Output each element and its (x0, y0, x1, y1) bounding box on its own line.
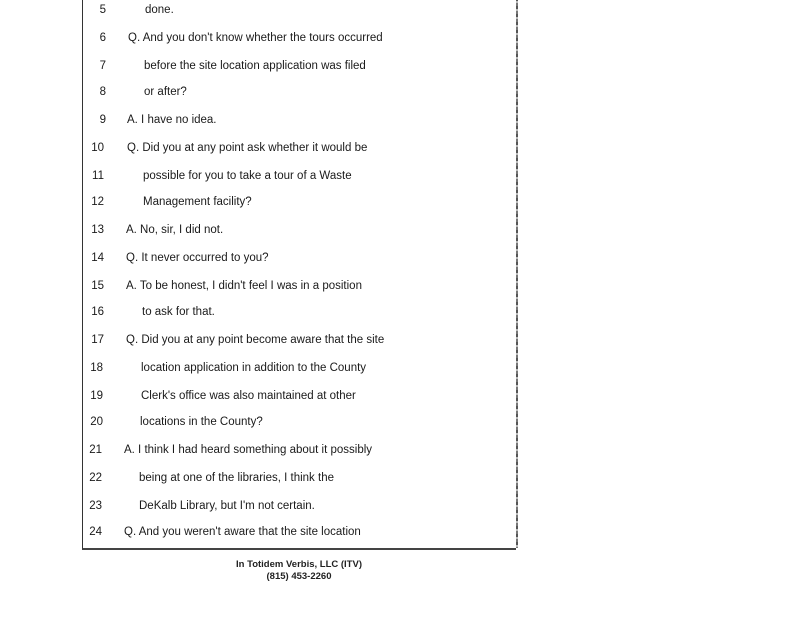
line-number: 24 (89, 526, 102, 538)
line-number: 13 (91, 224, 104, 236)
line-text: Q. Did you at any point become aware that the site (126, 334, 385, 346)
line-text: location application in addition to the County (141, 362, 367, 374)
line-number: 18 (90, 362, 103, 374)
line-number: 19 (90, 390, 103, 402)
line-number: 8 (99, 86, 106, 98)
line-text: Q. Did you at any point ask whether it would be (127, 142, 368, 154)
line-text: to ask for that. (142, 306, 215, 318)
line-text: A. I think I had heard something about it possibly (124, 444, 373, 456)
line-number: 15 (91, 280, 104, 292)
line-text: before the site location application was filed (144, 60, 366, 72)
line-number: 21 (89, 444, 102, 456)
line-number: 7 (99, 60, 106, 72)
line-number: 20 (90, 416, 103, 428)
line-number: 6 (99, 32, 106, 44)
line-number: 17 (91, 334, 104, 346)
line-text: done. (145, 4, 174, 16)
line-text: possible for you to take a tour of a Waste (143, 170, 352, 182)
line-text: locations in the County? (140, 416, 263, 428)
line-number: 12 (91, 196, 104, 208)
line-text: A. I have no idea. (127, 114, 217, 126)
line-number: 14 (91, 252, 104, 264)
line-number: 22 (89, 472, 102, 484)
footer-company: In Totidem Verbis, LLC (ITV) (236, 559, 362, 570)
line-text: Q. And you don't know whether the tours occurred (128, 32, 383, 44)
line-text: Management facility? (143, 196, 252, 208)
line-text: A. No, sir, I did not. (126, 224, 224, 236)
line-text: A. To be honest, I didn't feel I was in a position (126, 280, 362, 292)
line-text: Clerk's office was also maintained at other (141, 390, 356, 402)
footer-phone: (815) 453-2260 (266, 571, 332, 582)
line-number: 10 (91, 142, 104, 154)
line-text: Q. It never occurred to you? (126, 252, 269, 264)
line-number: 23 (89, 500, 102, 512)
line-text: or after? (144, 86, 187, 98)
line-number: 9 (99, 114, 106, 126)
line-text: Q. And you weren't aware that the site location (124, 526, 361, 538)
line-number: 5 (99, 4, 106, 16)
line-text: being at one of the libraries, I think the (139, 472, 334, 484)
line-number: 11 (92, 170, 104, 182)
line-text: DeKalb Library, but I'm not certain. (139, 500, 315, 512)
line-number: 16 (91, 306, 104, 318)
